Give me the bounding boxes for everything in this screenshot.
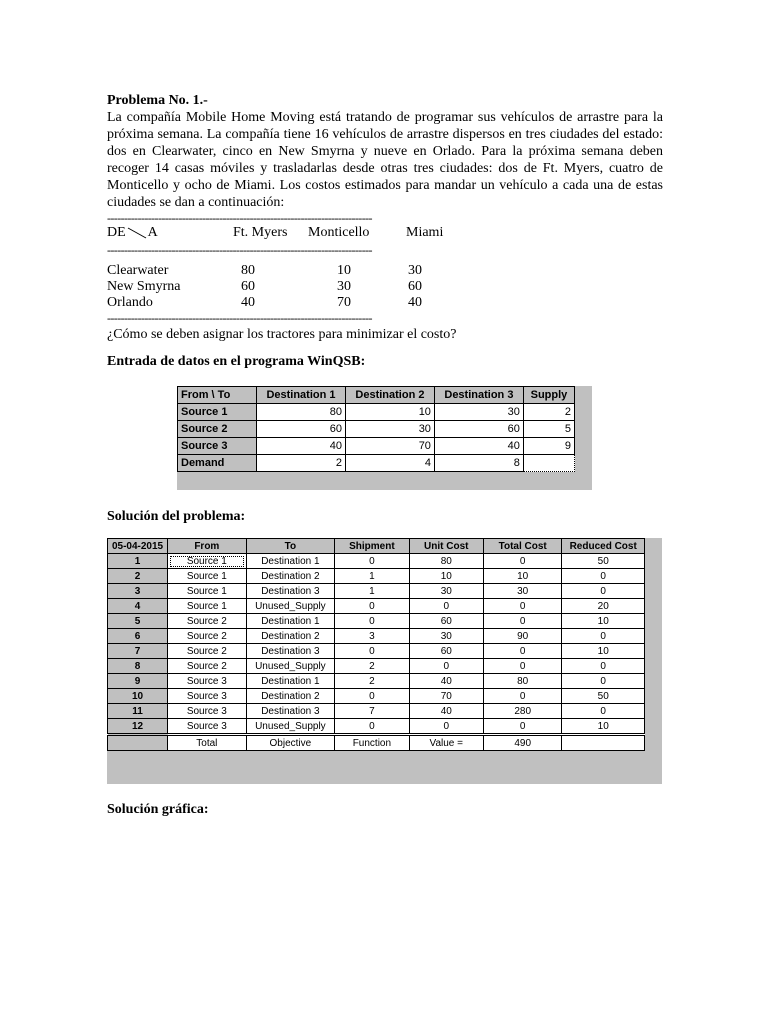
solution-cell[interactable]: 80	[409, 554, 483, 569]
grid-cell[interactable]: 40	[434, 438, 523, 455]
row-city: Clearwater	[107, 263, 169, 278]
document-body	[107, 92, 663, 343]
solution-cell[interactable]: 0	[483, 719, 561, 735]
grid-header-row	[178, 387, 575, 404]
grid-header-cell: From \ To	[178, 387, 257, 404]
solution-cell[interactable]: Source 1	[168, 584, 246, 599]
solution-cell[interactable]: 1	[335, 584, 409, 599]
solution-grid	[107, 538, 645, 751]
solution-cell[interactable]: 0	[335, 689, 409, 704]
solution-cell[interactable]: 0	[562, 659, 645, 674]
grid-header-cell: Destination 1	[257, 387, 346, 404]
solution-cell[interactable]: 1	[335, 569, 409, 584]
row-value: 80	[241, 263, 255, 278]
solution-cell[interactable]: 40	[409, 704, 483, 719]
row-value: 60	[408, 279, 422, 294]
grid-cell[interactable]: 40	[257, 438, 346, 455]
dash-rule-top: ------------------------------------------------------------------------------	[107, 211, 372, 225]
solution-cell[interactable]: 0	[483, 689, 561, 704]
header-de-a	[107, 225, 158, 241]
row-city: New Smyrna	[107, 279, 181, 294]
solution-header-cell: Shipment	[335, 539, 409, 554]
graphic-section-title: Solución gráfica:	[107, 802, 209, 817]
grid-cell[interactable]: 30	[345, 421, 434, 438]
grid-row	[178, 455, 575, 472]
winqsb-solution-window	[107, 538, 662, 784]
solution-cell[interactable]: 60	[409, 644, 483, 659]
solution-row-index: 6	[108, 629, 168, 644]
grid-row	[178, 404, 575, 421]
solution-cell[interactable]: Source 2	[168, 659, 246, 674]
cost-row	[107, 295, 663, 311]
solution-cell[interactable]: 0	[562, 674, 645, 689]
grid-cell[interactable]: 4	[345, 455, 434, 472]
solution-cell[interactable]: 0	[335, 554, 409, 569]
solution-row	[108, 704, 645, 719]
solution-cell[interactable]: Destination 3	[246, 644, 335, 659]
solution-row	[108, 554, 645, 569]
grid-cell[interactable]: 2	[523, 404, 574, 421]
dash-rule-bottom: ------------------------------------------------------------------------------	[107, 311, 372, 325]
solution-row-index: 12	[108, 719, 168, 735]
winqsb-input-window	[177, 386, 592, 490]
solution-row	[108, 599, 645, 614]
row-value: 40	[408, 295, 422, 310]
grid-row-label: Source 3	[178, 438, 257, 455]
solution-cell[interactable]: 0	[335, 644, 409, 659]
solution-cell[interactable]: 10	[562, 644, 645, 659]
solution-cell[interactable]: 2	[335, 659, 409, 674]
solution-row	[108, 629, 645, 644]
grid-row	[178, 438, 575, 455]
grid-row-label: Demand	[178, 455, 257, 472]
solution-row	[108, 644, 645, 659]
solution-header-cell: Unit Cost	[409, 539, 483, 554]
solution-cell[interactable]: 0	[562, 569, 645, 584]
solution-cell[interactable]: 0	[562, 584, 645, 599]
solution-row	[108, 719, 645, 735]
header-col-3: Miami	[406, 225, 444, 240]
header-col-1: Ft. Myers	[233, 225, 288, 240]
solution-row-index: 8	[108, 659, 168, 674]
header-a: A	[147, 225, 158, 240]
grid-cell[interactable]: 5	[523, 421, 574, 438]
row-value: 30	[408, 263, 422, 278]
row-city: Orlando	[107, 295, 153, 310]
solution-cell[interactable]: Source 1	[168, 599, 246, 614]
solution-cell[interactable]: Source 3	[168, 719, 246, 735]
grid-cell[interactable]: 80	[257, 404, 346, 421]
solution-cell[interactable]: 280	[483, 704, 561, 719]
diagonal-divider-icon	[126, 226, 148, 240]
solution-cell[interactable]: Source 3	[168, 689, 246, 704]
solution-row-index: 11	[108, 704, 168, 719]
grid-header-cell: Destination 3	[434, 387, 523, 404]
grid-header-cell: Supply	[523, 387, 574, 404]
solution-header-cell: To	[246, 539, 335, 554]
solution-cell[interactable]: 30	[409, 584, 483, 599]
grid-cell-selected[interactable]	[523, 455, 574, 472]
solution-total-cell: Objective	[246, 735, 335, 751]
solution-total-cell	[562, 735, 645, 751]
solution-header-cell: Total Cost	[483, 539, 561, 554]
solution-cell[interactable]: Unused_Supply	[246, 719, 335, 735]
solution-row	[108, 674, 645, 689]
solution-row-index: 3	[108, 584, 168, 599]
solution-cell[interactable]: 0	[409, 659, 483, 674]
solution-cell[interactable]: Destination 1	[246, 674, 335, 689]
solution-cell[interactable]: 0	[562, 629, 645, 644]
solution-cell[interactable]: Destination 2	[246, 629, 335, 644]
row-value: 40	[241, 295, 255, 310]
solution-cell[interactable]: 0	[483, 599, 561, 614]
solution-row	[108, 569, 645, 584]
solution-header-cell: Reduced Cost	[562, 539, 645, 554]
grid-row-label: Source 1	[178, 404, 257, 421]
problem-question: ¿Cómo se deben asignar los tractores para minimizar el costo?	[107, 327, 457, 342]
grid-cell[interactable]: 8	[434, 455, 523, 472]
grid-cell[interactable]: 70	[345, 438, 434, 455]
solution-total-cell: 490	[483, 735, 561, 751]
solution-cell[interactable]: 70	[409, 689, 483, 704]
solution-cell[interactable]: 3	[335, 629, 409, 644]
solution-cell[interactable]: Destination 3	[246, 704, 335, 719]
solution-cell[interactable]: 40	[409, 674, 483, 689]
solution-total-cell: Function	[335, 735, 409, 751]
solution-row	[108, 614, 645, 629]
solution-cell[interactable]: 0	[409, 719, 483, 735]
solution-cell[interactable]: 0	[483, 554, 561, 569]
solution-cell[interactable]: 0	[483, 614, 561, 629]
header-col-2: Monticello	[308, 225, 370, 240]
grid-cell[interactable]: 9	[523, 438, 574, 455]
solution-cell[interactable]: Source 3	[168, 704, 246, 719]
solution-cell[interactable]: 10	[409, 569, 483, 584]
solution-cell[interactable]: 10	[562, 614, 645, 629]
problem-statement: La compañía Mobile Home Moving está tratando de programar sus vehículos de arrastre para la próxima semana. La compañía tiene 16 vehículos de arrastre dispersos en tres ciudades del estado: dos en Clearwater, cinco en New Smyrna y nueve en Orlado. Para la próxima semana deben recoger 14 casas móviles y trasladarlas desde otras tres ciudades: dos de Ft. Myers, cuatro de Monticello y ocho de Miami. Los costos estimados para mandar un vehículo a cada una de estas ciudades se dan a continuación:	[107, 110, 663, 210]
solution-cell[interactable]: 30	[483, 584, 561, 599]
grid-cell[interactable]: 30	[434, 404, 523, 421]
solution-cell[interactable]: 90	[483, 629, 561, 644]
solution-cell[interactable]: 7	[335, 704, 409, 719]
solution-row	[108, 659, 645, 674]
row-value: 60	[241, 279, 255, 294]
solution-cell[interactable]: 80	[483, 674, 561, 689]
solution-cell[interactable]: 60	[409, 614, 483, 629]
solution-cell[interactable]: Unused_Supply	[246, 659, 335, 674]
solution-cell[interactable]: Source 1	[168, 569, 246, 584]
solution-cell[interactable]: 0	[409, 599, 483, 614]
cost-row	[107, 279, 663, 295]
solution-cell[interactable]: 2	[335, 674, 409, 689]
solution-cell[interactable]: Source 2	[168, 644, 246, 659]
solution-cell[interactable]: Destination 2	[246, 689, 335, 704]
problem-title: Problema No. 1.-	[107, 93, 208, 108]
grid-row	[178, 421, 575, 438]
solution-cell[interactable]: Destination 1	[246, 554, 335, 569]
solution-section-title: Solución del problema:	[107, 509, 246, 524]
row-value: 10	[337, 263, 351, 278]
solution-row-index: 2	[108, 569, 168, 584]
solution-total-cell	[108, 735, 168, 751]
solution-cell[interactable]: 0	[562, 704, 645, 719]
solution-row-index: 5	[108, 614, 168, 629]
solution-total-row	[108, 735, 645, 751]
solution-total-cell: Value =	[409, 735, 483, 751]
solution-row-index: 7	[108, 644, 168, 659]
input-section-title: Entrada de datos en el programa WinQSB:	[107, 354, 366, 369]
solution-row-index: 10	[108, 689, 168, 704]
solution-cell[interactable]: Destination 3	[246, 584, 335, 599]
solution-cell[interactable]: Destination 2	[246, 569, 335, 584]
solution-cell[interactable]: 0	[483, 644, 561, 659]
solution-cell[interactable]: Source 2	[168, 614, 246, 629]
grid-cell[interactable]: 60	[257, 421, 346, 438]
grid-cell[interactable]: 60	[434, 421, 523, 438]
solution-cell[interactable]: 0	[335, 719, 409, 735]
solution-cell[interactable]: Destination 1	[246, 614, 335, 629]
solution-cell[interactable]: Unused_Supply	[246, 599, 335, 614]
row-value: 70	[337, 295, 351, 310]
solution-cell[interactable]: Source 1	[168, 554, 246, 569]
cost-table-header	[107, 225, 663, 243]
solution-row-index: 4	[108, 599, 168, 614]
solution-cell[interactable]: 50	[562, 689, 645, 704]
solution-cell[interactable]: 0	[335, 599, 409, 614]
solution-cell[interactable]: 50	[562, 554, 645, 569]
grid-cell[interactable]: 2	[257, 455, 346, 472]
solution-cell[interactable]: 0	[335, 614, 409, 629]
header-de: DE	[107, 225, 126, 240]
solution-total-cell: Total	[168, 735, 246, 751]
solution-row-index: 9	[108, 674, 168, 689]
solution-date: 05-04-2015	[108, 539, 168, 554]
solution-cell[interactable]: Source 2	[168, 629, 246, 644]
solution-cell[interactable]: 10	[562, 719, 645, 735]
grid-header-cell: Destination 2	[345, 387, 434, 404]
solution-row-index: 1	[108, 554, 168, 569]
input-data-grid	[177, 386, 575, 472]
cost-row	[107, 263, 663, 279]
solution-header-row	[108, 539, 645, 554]
solution-cell[interactable]: Source 3	[168, 674, 246, 689]
solution-row	[108, 584, 645, 599]
row-value: 30	[337, 279, 351, 294]
solution-cell[interactable]: 10	[483, 569, 561, 584]
solution-header-cell: From	[168, 539, 246, 554]
solution-cell[interactable]: 0	[483, 659, 561, 674]
solution-cell[interactable]: 20	[562, 599, 645, 614]
dash-rule-middle: ------------------------------------------------------------------------------	[107, 243, 372, 257]
solution-cell[interactable]: 30	[409, 629, 483, 644]
grid-cell[interactable]: 10	[345, 404, 434, 421]
solution-row	[108, 689, 645, 704]
grid-row-label: Source 2	[178, 421, 257, 438]
